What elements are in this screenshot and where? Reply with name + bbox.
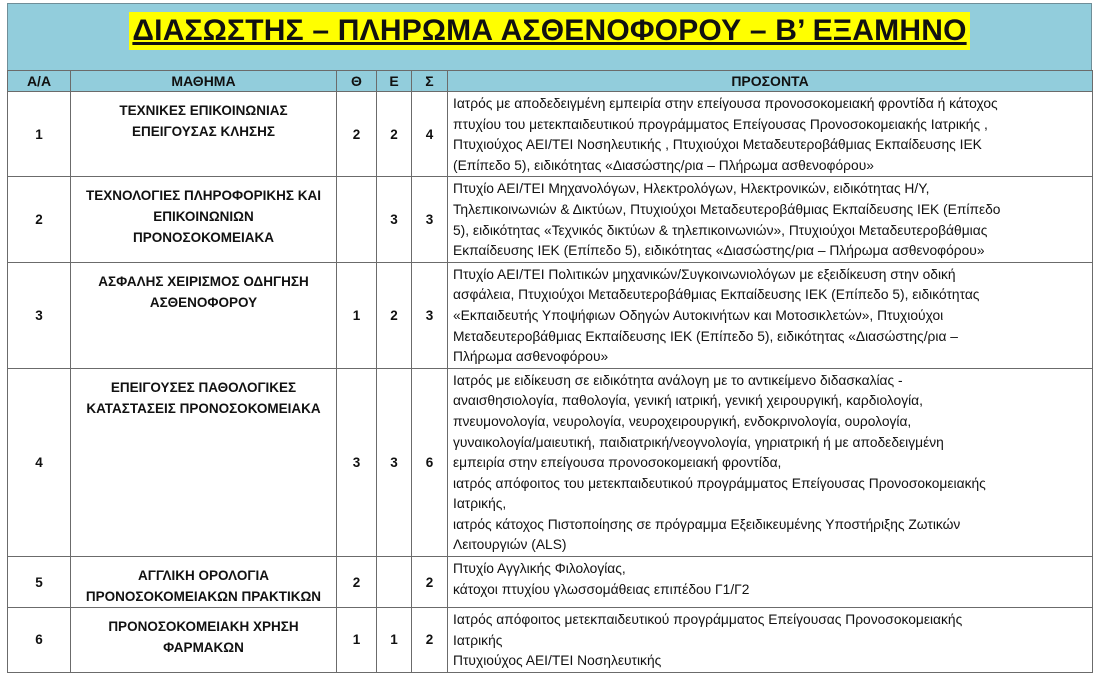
qualification-line: Πτυχιούχος ΑΕΙ/ΤΕΙ Νοσηλευτικής: [453, 653, 662, 669]
table-row: [8, 608, 1093, 673]
subject-cell: [71, 368, 337, 556]
table-row: [8, 92, 1093, 177]
lab-hours: 1: [377, 608, 412, 673]
row-number: 1: [8, 92, 71, 177]
page-title: ΔΙΑΣΩΣΤΗΣ – ΠΛΗΡΩΜΑ ΑΣΘΕΝΟΦΟΡΟΥ – Β’ ΕΞΑΜΗΝΟ: [129, 12, 969, 50]
subject-cell: [71, 92, 337, 177]
theory-hours: 1: [337, 262, 377, 368]
row-number: 4: [8, 368, 71, 556]
qualification-line: αναισθησιολογία, παθολογία, γενική ιατρική, γενική χειρουργική, καρδιολογία,: [453, 393, 923, 409]
subject-line: ΚΑΤΑΣΤΑΣΕΙΣ ΠΡΟΝΟΣΟΚΟΜΕΙΑΚΑ: [86, 400, 321, 416]
qualification-line: ιατρός κάτοχος Πιστοποίησης σε πρόγραμμα Εξειδικευμένης Υποστήριξης Ζωτικών: [453, 516, 961, 532]
subject-line: ΤΕΧΝΟΛΟΓΙΕΣ ΠΛΗΡΟΦΟΡΙΚΗΣ ΚΑΙ: [86, 188, 321, 204]
total-hours: 3: [412, 262, 448, 368]
table-row: [8, 177, 1093, 262]
row-number: 5: [8, 557, 71, 608]
qualification-line: Πτυχιούχος ΑΕΙ/ΤΕΙ Νοσηλευτικής , Πτυχιούχοι Μεταδευτεροβάθμιας Εκπαίδευσης ΙΕΚ: [453, 137, 982, 153]
table-header-row: [8, 71, 1093, 92]
theory-hours: 1: [337, 608, 377, 673]
qualification-line: Εκπαίδευσης ΙΕΚ (Επίπεδο 5), ειδικότητας «Διασώστης/ρια – Πλήρωμα ασθενοφόρου»: [453, 243, 985, 259]
subject-cell: [71, 177, 337, 262]
total-hours: 2: [412, 557, 448, 608]
qualification-line: Ιατρός με αποδεδειγμένη εμπειρία στην επείγουσα προνοσοκομειακή φροντίδα ή κάτοχος: [453, 96, 998, 111]
row-number: 3: [8, 262, 71, 368]
theory-hours: [337, 177, 377, 262]
table-row: [8, 557, 1093, 608]
total-hours: 6: [412, 368, 448, 556]
subject-cell: [71, 608, 337, 673]
column-header-total: Σ: [412, 71, 448, 92]
qualification-line: Ιατρικής,: [453, 496, 507, 512]
subject-line: ΑΣΘΕΝΟΦΟΡΟΥ: [149, 294, 258, 310]
qualifications-cell: [448, 368, 1093, 556]
column-header-aa: Α/Α: [8, 71, 71, 92]
column-header-theory: Θ: [337, 71, 377, 92]
subject-cell: [71, 262, 337, 368]
qualification-line: εμπειρία στην επείγουσα προνοσοκομειακή φροντίδα,: [453, 455, 782, 471]
qualification-line: Λειτουργιών (ALS): [453, 537, 567, 553]
lab-hours: [377, 557, 412, 608]
qualification-line: Πτυχίο Αγγλικής Φιλολογίας,: [453, 561, 626, 577]
qualifications-cell: [448, 262, 1093, 368]
subject-line: ΕΠΕΙΓΟΥΣΕΣ ΠΑΘΟΛΟΓΙΚΕΣ: [110, 379, 297, 395]
subject-line: ΤΕΧΝΙΚΕΣ ΕΠΙΚΟΙΝΩΝΙΑΣ: [119, 103, 288, 118]
lab-hours: 3: [377, 177, 412, 262]
subject-line: ΑΣΦΑΛΗΣ ΧΕΙΡΙΣΜΟΣ ΟΔΗΓΗΣΗ: [98, 273, 309, 289]
table-row: [8, 368, 1093, 556]
qualifications-cell: [448, 177, 1093, 262]
subject-line: ΠΡΟΝΟΣΟΚΟΜΕΙΑΚΗ ΧΡΗΣΗ: [108, 619, 299, 635]
qualification-line: πνευμονολογία, νευρολογία, νευροχειρουργική, ενδοκρινολογία, ουρολογία,: [453, 413, 912, 429]
title-band: [7, 3, 1092, 70]
qualifications-cell: [448, 557, 1093, 608]
qualification-line: Πλήρωμα ασθενοφόρου»: [453, 349, 609, 365]
theory-hours: 3: [337, 368, 377, 556]
qualification-line: 5), ειδικότητας «Τεχνικός δικτύων & τηλεπικοινωνιών», Πτυχιούχοι Μεταδευτεροβάθμιας: [453, 222, 988, 238]
qualification-line: πτυχίου του μετεκπαιδευτικού προγράμματος Επείγουσας Προνοσοκομειακής Ιατρικής ,: [453, 116, 988, 132]
subject-line: ΠΡΟΝΟΣΟΚΟΜΕΙΑΚΩΝ ΠΡΑΚΤΙΚΩΝ: [85, 589, 322, 605]
row-number: 2: [8, 177, 71, 262]
qualification-line: Ιατρός με ειδίκευση σε ειδικότητα ανάλογη με το αντικείμενο διδασκαλίας -: [453, 372, 903, 388]
qualifications-cell: [448, 608, 1093, 673]
row-number: 6: [8, 608, 71, 673]
qualification-line: Μεταδευτεροβάθμιας Εκπαίδευσης ΙΕΚ (Επίπεδο 5), ειδικότητας «Διασώστης/ρια –: [453, 328, 958, 344]
qualification-line: κάτοχοι πτυχίου γλωσσομάθειας επιπέδου Γ1/Γ2: [453, 581, 750, 597]
qualification-line: Τηλεπικοινωνιών & Δικτύων, Πτυχιούχοι Μεταδευτεροβάθμιας Εκπαίδευσης ΙΕΚ (Επίπεδο: [453, 201, 1001, 217]
subject-line: ΕΠΙΚΟΙΝΩΝΙΩΝ: [153, 209, 254, 225]
lab-hours: 2: [377, 92, 412, 177]
qualification-line: (Επίπεδο 5), ειδικότητας «Διασώστης/ρια – Πλήρωμα ασθενοφόρου»: [453, 157, 874, 173]
theory-hours: 2: [337, 92, 377, 177]
qualification-line: Πτυχίο ΑΕΙ/ΤΕΙ Μηχανολόγων, Ηλεκτρολόγων, Ηλεκτρονικών, ειδικότητας Η/Υ,: [453, 181, 930, 197]
qualification-line: ασφάλεια, Πτυχιούχοι Μεταδευτεροβάθμιας Εκπαίδευσης ΙΕΚ (Επίπεδο 5), ειδικότητας: [453, 287, 980, 303]
qualification-line: γυναικολογία/μαιευτική, παιδιατρική/νεογνολογία, γηριατρική ή με αποδεδειγμένη: [453, 434, 944, 450]
courses-table: [7, 70, 1093, 673]
qualification-line: «Εκπαιδευτής Υποψήφιων Οδηγών Αυτοκινήτων και Μοτοσικλετών», Πτυχιούχοι: [453, 307, 944, 323]
subject-line: ΕΠΕΙΓΟΥΣΑΣ ΚΛΗΣΗΣ: [132, 124, 275, 139]
total-hours: 3: [412, 177, 448, 262]
lab-hours: 2: [377, 262, 412, 368]
total-hours: 2: [412, 608, 448, 673]
table-row: [8, 262, 1093, 368]
subject-cell: [71, 557, 337, 608]
column-header-subject: ΜΑΘΗΜΑ: [71, 71, 337, 92]
column-header-lab: Ε: [377, 71, 412, 92]
qualification-line: Ιατρικής: [453, 632, 503, 648]
qualifications-cell: [448, 92, 1093, 177]
qualification-line: Ιατρός απόφοιτος μετεκπαιδευτικού προγράμματος Επείγουσας Προνοσοκομειακής: [453, 612, 963, 628]
total-hours: 4: [412, 92, 448, 177]
theory-hours: 2: [337, 557, 377, 608]
subject-line: ΠΡΟΝΟΣΟΚΟΜΕΙΑΚΑ: [133, 230, 274, 246]
subject-line: ΦΑΡΜΑΚΩΝ: [163, 640, 244, 656]
lab-hours: 3: [377, 368, 412, 556]
subject-line: ΑΓΓΛΙΚΗ ΟΡΟΛΟΓΙΑ: [138, 568, 269, 584]
column-header-qualifications: ΠΡΟΣΟΝΤΑ: [448, 71, 1093, 92]
curriculum-sheet: [7, 3, 1092, 673]
qualification-line: Πτυχίο ΑΕΙ/ΤΕΙ Πολιτικών μηχανικών/Συγκοινωνιολόγων με εξειδίκευση στην οδική: [453, 266, 956, 282]
qualification-line: ιατρός απόφοιτος του μετεκπαιδευτικού προγράμματος Επείγουσας Προνοσοκομειακής: [453, 475, 986, 491]
